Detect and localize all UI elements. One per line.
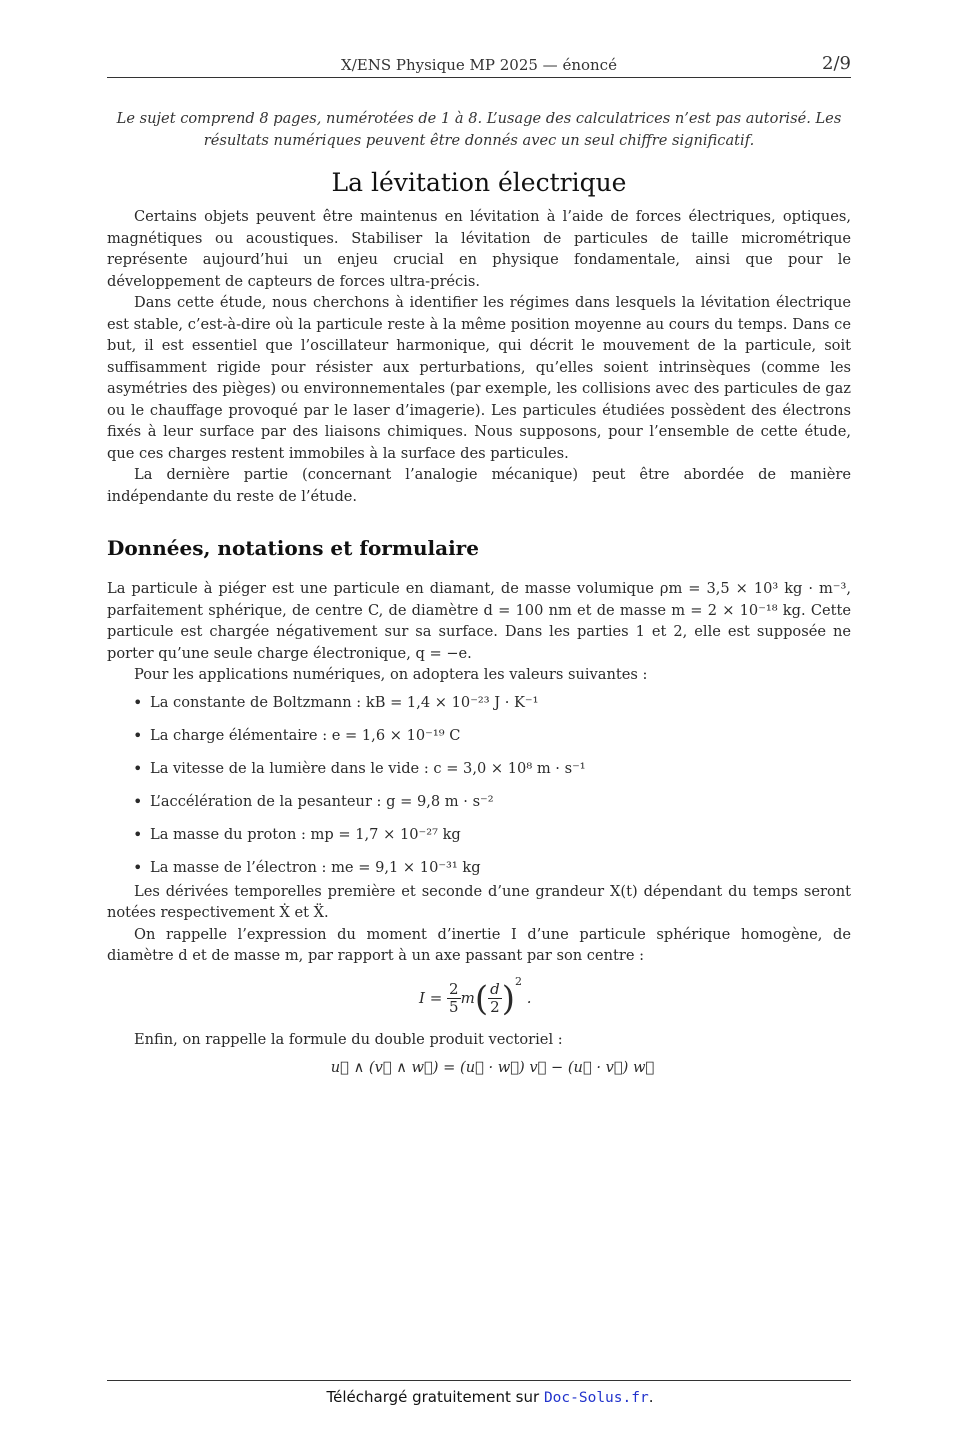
inertia-formula: [107, 967, 851, 1029]
page-header: [107, 55, 851, 78]
formula-lhs: I =: [419, 988, 443, 1007]
paragraph-2: Dans cette étude, nous cherchons à identifier les régimes dans lesquels la lévitation électrique est stable, c’est-à-dire où la particule reste à la même position moyenne au cours du temps. Dans ce but, il est essentiel que l’oscillateur harmonique, qui décrit le mouvement de la particule, soit suffisamment rigide pour résister aux perturbations, qu’elles soient intrinsèques (comme les asymétries des pièges) ou environnementales (par exemple, les collisions avec des particules de gaz ou le chauffage provoqué par le laser d’imagerie). Les particules étudiées possèdent des électrons fixés à leur surface par des liaisons chimiques. Nous supposons, pour l’ensemble de cette étude, que ces charges restent immobiles à la surface des particules.: [107, 294, 851, 462]
list-item: • La masse de l’électron : me = 9,1 × 10⁻³¹ kg: [107, 857, 851, 890]
paragraph-3: La dernière partie (concernant l’analogie mécanique) peut être abordée de manière indépendante du reste de l’étude.: [107, 466, 851, 505]
introduction-block: [107, 206, 851, 507]
intro-note: Le sujet comprend 8 pages, numérotées de 1 à 8. L’usage des calculatrices n’est pas autorisé. Les résultats numériques peuvent être donnés avec un seul chiffre significatif.: [116, 110, 842, 149]
page-number: 2/9: [822, 53, 851, 74]
particle-paragraph: La particule à piéger est une particule en diamant, de masse volumique ρm = 3,5 × 10³ kg · m⁻³, parfaitement sphérique, de centre C, de diamètre d = 100 nm et de masse m = 2 × 10⁻¹⁸ kg. Cette particule est chargée négativement sur sa surface. Dans les parties 1 et 2, elle est supposée ne porter qu’une seule charge électronique, q = −e.: [107, 580, 851, 662]
paren-open: (: [474, 978, 489, 1019]
formula-end: .: [526, 988, 532, 1007]
formula-mass: m: [460, 988, 475, 1007]
list-item: • La masse du proton : mp = 1,7 × 10⁻²⁷ kg: [107, 824, 851, 857]
vector-formula: u⃗ ∧ (v⃗ ∧ w⃗) = (u⃗ · w⃗) v⃗ − (u⃗ · v⃗) w⃗: [330, 1059, 655, 1076]
footer-end: .: [648, 1388, 654, 1406]
page-footer: [0, 1388, 980, 1406]
footer-text: Téléchargé gratuitement sur: [326, 1388, 540, 1406]
fraction-numerator: d: [490, 980, 500, 998]
vector-intro: Enfin, on rappelle la formule du double produit vectoriel :: [134, 1030, 563, 1048]
fraction-two-fifths: [447, 981, 461, 1016]
document-title: La lévitation électrique: [331, 168, 627, 197]
derivatives-paragraph: Les dérivées temporelles première et seconde d’une grandeur X(t) dépendant du temps seront notées respectivement Ẋ et Ẍ.: [107, 882, 851, 921]
header-title: X/ENS Physique MP 2025 — énoncé: [341, 56, 617, 74]
footer-divider: [107, 1380, 851, 1381]
list-item: • L’accélération de la pesanteur : g = 9,8 m · s⁻²: [107, 791, 851, 824]
paragraph-1: Certains objets peuvent être maintenus en lévitation à l’aide de forces électriques, optiques, magnétiques ou acoustiques. Stabiliser la lévitation de particules de taille micrométrique représente aujourd’hui un enjeu crucial en physique fondamentale, ainsi que pour le développement de capteurs de forces ultra-précis.: [107, 208, 851, 290]
fraction-numerator: 2: [449, 980, 459, 998]
paren-close: ): [501, 978, 515, 1019]
list-item: • La constante de Boltzmann : kB = 1,4 × 10⁻²³ J · K⁻¹: [107, 692, 851, 725]
list-item: • La vitesse de la lumière dans le vide : c = 3,0 × 10⁸ m · s⁻¹: [107, 758, 851, 791]
list-item: • La charge élémentaire : e = 1,6 × 10⁻¹⁹ C: [107, 725, 851, 758]
data-section-block: [107, 578, 851, 1079]
inertia-paragraph: On rappelle l’expression du moment d’inertie I d’une particule sphérique homogène, de diamètre d et de masse m, par rapport à un axe passant par son centre :: [107, 925, 851, 964]
doc-solus-link[interactable]: Doc-Solus.fr: [543, 1390, 649, 1406]
fraction-denominator: 2: [490, 998, 500, 1016]
constants-list: [107, 692, 851, 890]
applications-intro: Pour les applications numériques, on adoptera les valeurs suivantes :: [134, 666, 648, 683]
fraction-denominator: 5: [449, 998, 459, 1016]
section-title: Données, notations et formulaire: [107, 536, 479, 560]
exponent: 2: [514, 974, 522, 988]
fraction-d-over-two: [488, 981, 502, 1016]
